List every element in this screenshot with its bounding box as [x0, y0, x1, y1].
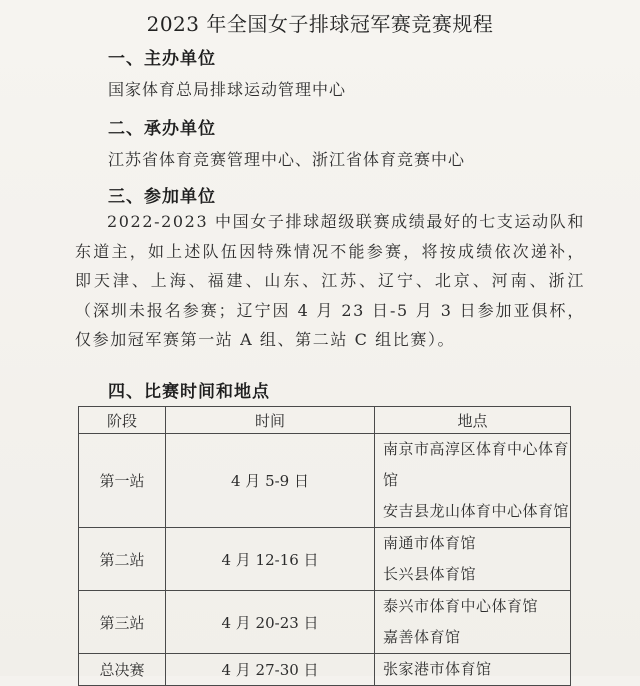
date-cell: 4 月 27-30 日 — [166, 654, 375, 686]
venue-cell — [375, 654, 571, 686]
stage-cell: 第一站 — [79, 434, 166, 528]
header-time: 时间 — [166, 407, 375, 434]
table-header-row — [79, 407, 571, 434]
venue-cell — [375, 528, 571, 591]
section-heading-schedule: 四、比赛时间和地点 — [108, 382, 270, 402]
table-row — [79, 591, 571, 654]
header-venue: 地点 — [375, 407, 571, 434]
section-heading-participants: 三、参加单位 — [108, 187, 216, 207]
venue-cell — [375, 434, 571, 528]
stage-cell: 第三站 — [79, 591, 166, 654]
table-row — [79, 654, 571, 686]
venue-cell — [375, 591, 571, 654]
venue-line: 长兴县体育馆 — [383, 565, 477, 583]
section-heading-organizer: 一、主办单位 — [108, 49, 216, 69]
venue-line: 南通市体育馆 — [383, 534, 477, 552]
stage-cell: 总决赛 — [79, 654, 166, 686]
venue-line: 嘉善体育馆 — [383, 628, 461, 646]
venue-line: 安吉县龙山体育中心体育馆 — [383, 502, 570, 520]
date-cell: 4 月 5-9 日 — [166, 434, 375, 528]
venue-line: 泰兴市体育中心体育馆 — [383, 597, 539, 615]
table-row — [79, 434, 571, 528]
document-title: 2023 年全国女子排球冠军赛竞赛规程 — [146, 12, 494, 36]
participants-paragraph: 2022-2023 中国女子排球超级联赛成绩最好的七支运动队和东道主，如上述队伍因特殊情况不能参赛，将按成绩依次递补，即天津、上海、福建、山东、江苏、辽宁、北京、河南、浙江（深圳未报名参赛；辽宁因 4 月 23 日-5 月 3 日参加亚俱杯，仅参加冠军赛第一站 A 组、第二站 C 组比赛）。 — [75, 212, 585, 350]
venue-line: 南京市高淳区体育中心体育馆 — [383, 440, 570, 489]
date-cell: 4 月 20-23 日 — [166, 591, 375, 654]
venue-line: 张家港市体育馆 — [383, 660, 492, 678]
organizer-text: 国家体育总局排球运动管理中心 — [108, 80, 347, 99]
date-cell: 4 月 12-16 日 — [166, 528, 375, 591]
header-stage: 阶段 — [79, 407, 166, 434]
stage-cell: 第二站 — [79, 528, 166, 591]
section-heading-host: 二、承办单位 — [108, 119, 216, 139]
schedule-table — [78, 406, 571, 686]
host-text: 江苏省体育竞赛管理中心、浙江省体育竞赛中心 — [108, 150, 466, 169]
table-row — [79, 528, 571, 591]
